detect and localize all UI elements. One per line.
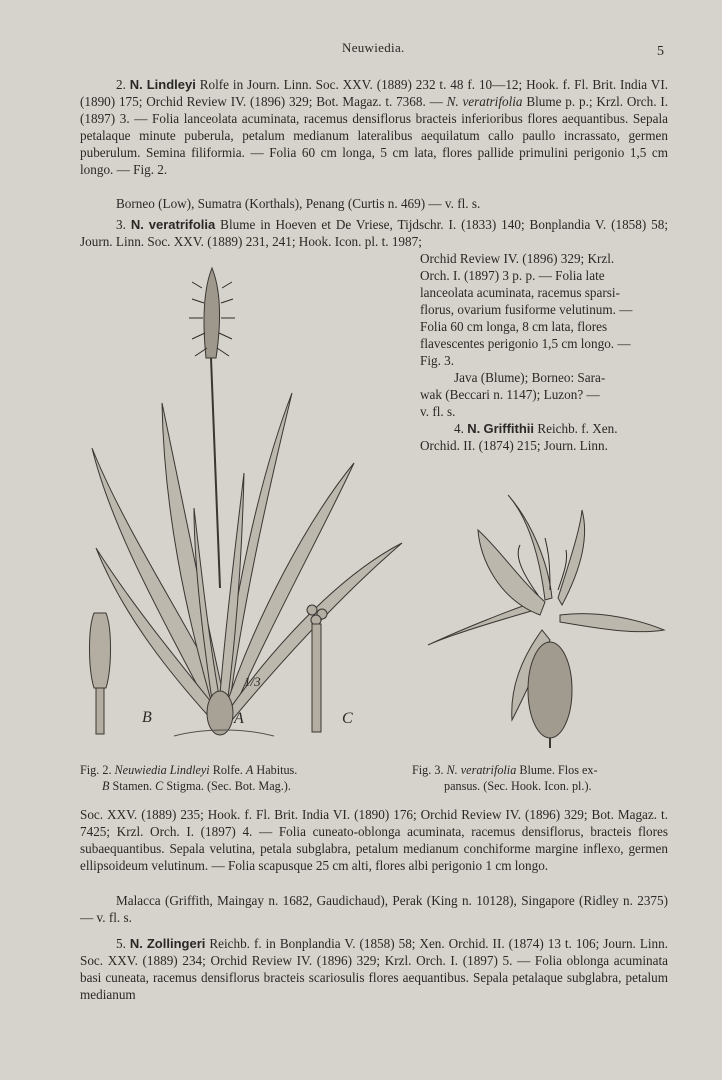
label-b: B: [142, 709, 152, 726]
species-4-continuation: Soc. XXV. (1889) 235; Hook. f. Fl. Brit. India VI. (1890) 176; Orchid Review IV. (1896) 329; Bot. Magaz. t. 7425; Krzl. Orch. I. (1897) 4. — Folia cuneato-oblonga acuminata, racemus densiflorus, bracteis flores subaequantibus. Sepala velutina, petala subglabra, petalum medianum conchiforme margine inflexo, germen ellipsoideum velutinum. — Folia scapusque 25 cm alti, flores albi perigonio 1 cm longo.: [80, 807, 668, 873]
species-name: veratrifolia: [148, 217, 216, 232]
species-3-entry: 3. N. veratrifolia Blume in Hoeven et De Vriese, Tijdschr. I. (1833) 140; Bonplandia V. (1858) 58; Journ. Linn. Soc. XXV. (1889) 231, 241; Hook. Icon. pl. t. 1987;: [80, 217, 669, 249]
running-header: Neuwiedia.: [342, 40, 405, 55]
species-3-column: Orchid Review IV. (1896) 329; Krzl. Orch. I. (1897) 3 p. p. — Folia late lanceolata acuminata, racemus sparsi- florus, ovarium fusiforme velutinum. — Folia 60 cm longa, 8 cm lata, flores flavescentes perigonio 1,5 cm longo. — Fig. 3. Java (Blume); Borneo: Sara- wak (Beccari n. 1147); Luzon? — v. fl. s. 4. N. Griffithii Reichb. f. Xen. Orchid. II. (1874) 215; Journ. Linn.: [420, 251, 633, 453]
scale-label: 1/3: [244, 674, 261, 689]
genus: N.: [129, 77, 143, 92]
species-5-entry: 5. N. Zollingeri Reichb. f. in Bonplandia V. (1858) 58; Xen. Orchid. II. (1874) 13 t. 106; Journ. Linn. Soc. XXV. (1889) 234; Orchid Review IV. (1896) 329; Krzl. Orch. I. (1897) 5. — Folia oblonga acuminata basi cuneata, racemus densiflorus bracteis scariosulis flores aequantibus. Sepala petalaque subglabra, petalum medianum: [80, 936, 669, 1002]
figure-3-flower: [420, 490, 680, 750]
species-2-entry: 2. N. Lindleyi Rolfe in Journ. Linn. Soc. XXV. (1889) 232 t. 48 f. 10—12; Hook. f. Fl. Brit. India VI. (1890) 175; Orchid Review IV. (1896) 329; Bot. Magaz. t. 7368. — N. veratrifolia Blume p. p.; Krzl. Orch. I. (1897) 3. — Folia lanceolata acuminata, racemus densiflorus bracteis inferioribus flores aequantibus. Sepala petalaque minute puberula, petalum medianum lateralibus aequilatum callo paullo incrassato, germen puberulum. Semina filiformia. — Folia 60 cm longa, 5 cm lata, flores pallide primulini perigonio 1,5 cm longo. — Fig. 2.: [80, 77, 669, 177]
label-a: A: [234, 710, 244, 727]
species-name: Zollingeri: [146, 936, 206, 951]
species-4-distribution: Malacca (Griffith, Maingay n. 1682, Gaudichaud), Perak (King n. 10128), Singapore (Ridley n. 2375) — v. fl. s.: [80, 893, 668, 925]
page-number: 5: [657, 44, 665, 59]
figure-3-caption: Fig. 3. N. veratrifolia Blume. Flos ex- pansus. (Sec. Hook. Icon. pl.).: [412, 763, 598, 793]
figure-2-caption: Fig. 2. Neuwiedia Lindleyi Rolfe. A Habitus. B Stamen. C Stigma. (Sec. Bot. Mag.).: [80, 763, 298, 793]
species-name: Griffithii: [483, 421, 535, 436]
figure-2-plant: [84, 258, 404, 758]
label-c: C: [342, 710, 353, 727]
species-2-distribution: Borneo (Low), Sumatra (Korthals), Penang (Curtis n. 469) — v. fl. s.: [116, 196, 481, 211]
species-name: Lindleyi: [146, 77, 196, 92]
